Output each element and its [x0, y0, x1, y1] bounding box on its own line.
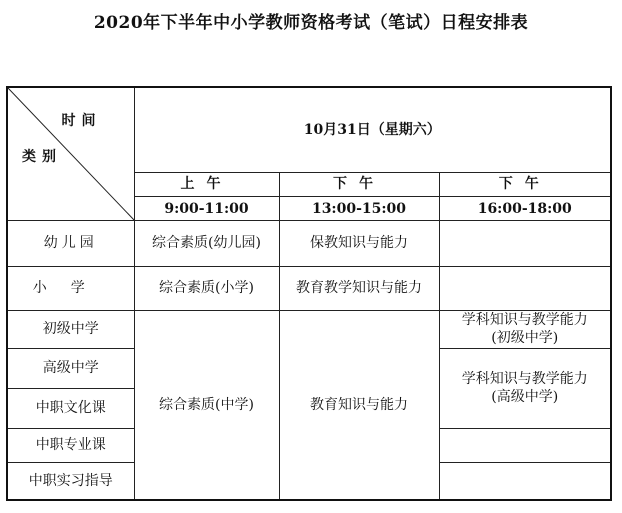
cell-primary-s3	[439, 266, 611, 310]
session-1-hours: 9:00-11:00	[135, 196, 279, 218]
table-row	[7, 310, 611, 348]
category-kindergarten: 幼儿园	[7, 220, 134, 266]
category-vocational-culture: 中职文化课	[7, 388, 134, 428]
session-3-period: 下午	[498, 175, 551, 192]
session-2-period: 下午	[333, 175, 385, 192]
session-3-hours: 16:00-18:00	[440, 196, 611, 218]
session-1-period: 上午	[180, 175, 233, 192]
senior-s3-line2: (高级中学)	[491, 389, 559, 405]
exam-date: 10月31日（星期六）	[134, 87, 611, 172]
category-primary: 小学	[7, 266, 134, 310]
cell-senior-s3	[439, 348, 611, 428]
category-vocational-practice: 中职实习指导	[7, 462, 134, 500]
session-2-hours: 13:00-15:00	[280, 196, 439, 218]
session-3-header	[439, 172, 611, 220]
schedule-table	[6, 86, 612, 501]
junior-s3-line1: 学科知识与教学能力	[461, 312, 588, 328]
junior-s3-line2: (初级中学)	[491, 330, 559, 346]
cell-primary-s1: 综合素质(小学)	[134, 266, 279, 310]
category-junior-middle: 初级中学	[7, 310, 134, 348]
category-senior-middle: 高级中学	[7, 348, 134, 388]
cell-kindergarten-s2: 保教知识与能力	[279, 220, 439, 266]
cell-middle-s2: 教育知识与能力	[279, 310, 439, 500]
time-label: 时间	[61, 113, 102, 129]
session-1-header	[134, 172, 279, 220]
cell-middle-s1: 综合素质(中学)	[134, 310, 279, 500]
table-row	[7, 220, 611, 266]
cell-kindergarten-s1: 综合素质(幼儿园)	[134, 220, 279, 266]
page-title: 2020年下半年中小学教师资格考试（笔试）日程安排表	[93, 13, 529, 33]
senior-s3-line1: 学科知识与教学能力	[461, 371, 588, 387]
cell-vocational-practice-s3	[439, 462, 611, 500]
cell-vocational-specialty-s3	[439, 428, 611, 462]
table-row	[7, 266, 611, 310]
session-2-header	[279, 172, 439, 220]
category-vocational-specialty: 中职专业课	[7, 428, 134, 462]
cell-kindergarten-s3	[439, 220, 611, 266]
header-row-date	[7, 87, 611, 172]
cell-primary-s2: 教育教学知识与能力	[279, 266, 439, 310]
diagonal-header-cell	[7, 87, 134, 220]
cell-junior-s3	[439, 310, 611, 348]
category-label: 类别	[22, 148, 62, 165]
